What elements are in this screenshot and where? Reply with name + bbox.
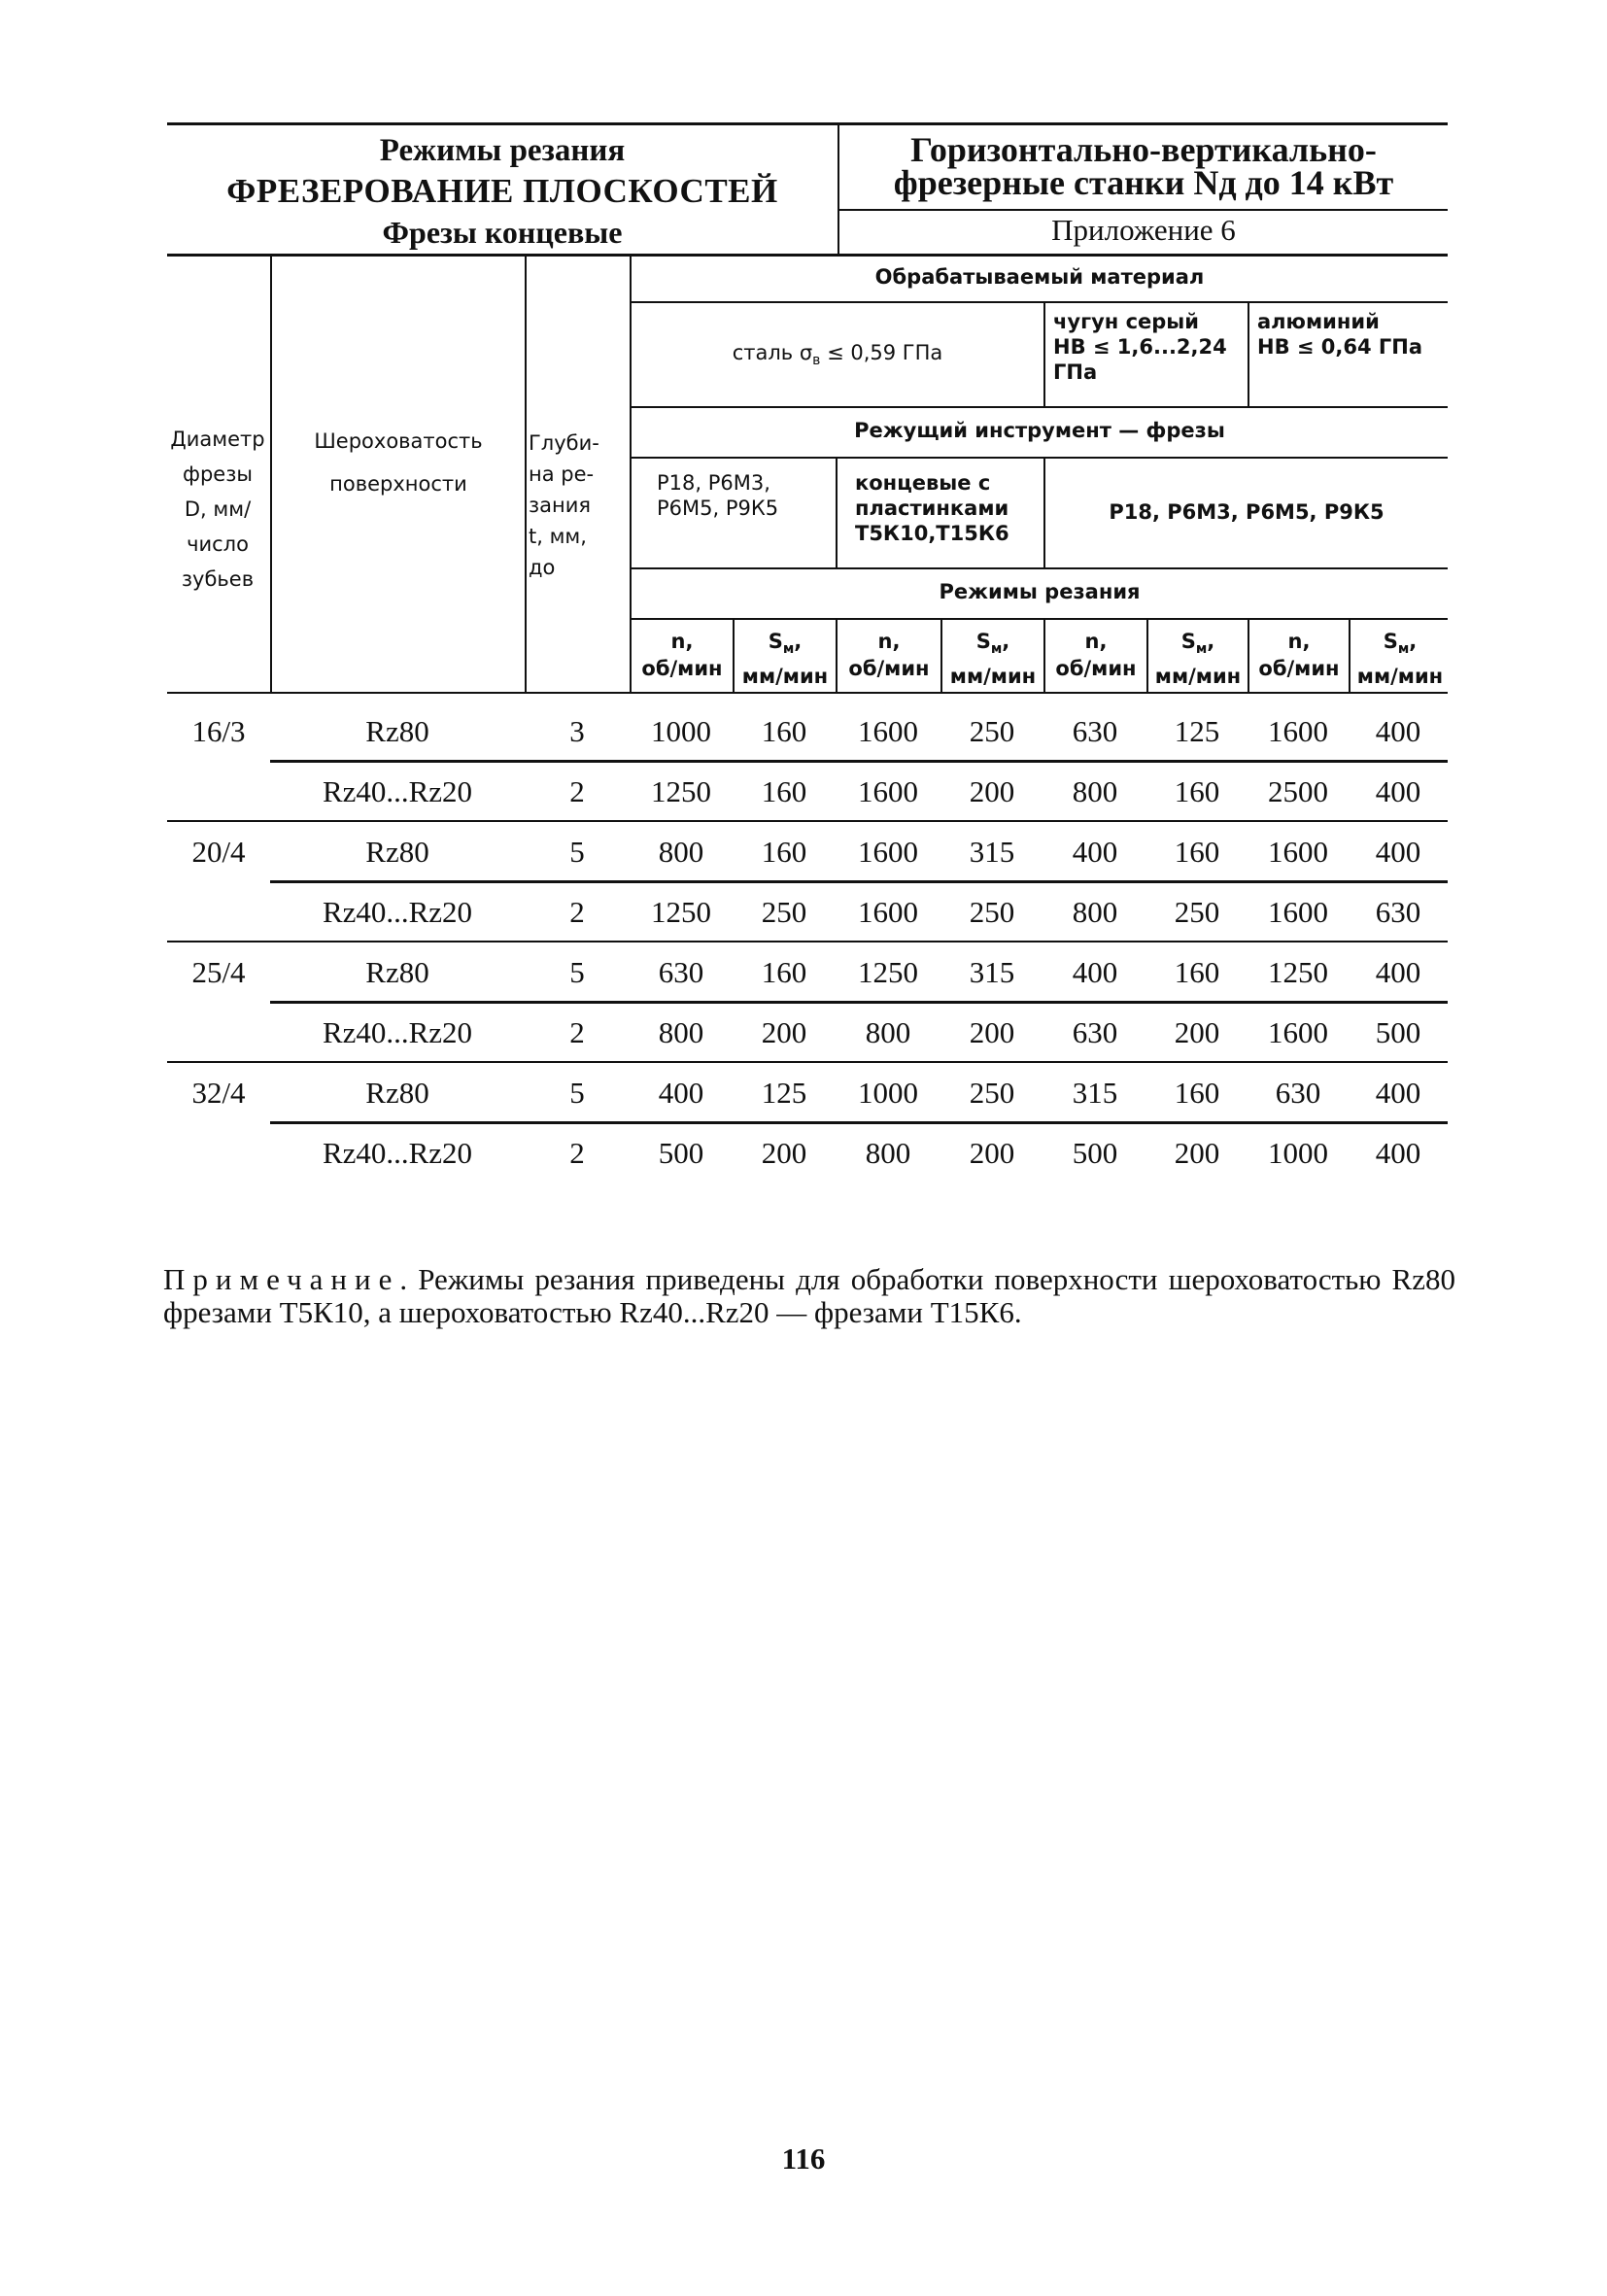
- s-unit: мм/мин: [741, 665, 829, 689]
- speed-cell: 400: [658, 1076, 704, 1110]
- tool-hss-1-line: Р6М5, Р9К5: [657, 497, 779, 520]
- n-header: [632, 628, 733, 682]
- steel-subscript: в: [812, 353, 821, 369]
- speed-cell: 630: [1072, 1015, 1118, 1049]
- speed-cell: 800: [658, 835, 704, 869]
- machine-title-line-1: Горизонтально-вертикально-: [910, 130, 1377, 169]
- depth-header: [529, 428, 630, 583]
- hdr-vrule: [1248, 301, 1249, 406]
- feed-cell: 125: [1174, 714, 1220, 748]
- speed-cell: 1600: [1268, 835, 1328, 869]
- tool-carbide-line: пластинками: [855, 497, 1009, 520]
- diameter-header-line: зубьев: [181, 567, 255, 591]
- speed-cell: 800: [865, 1136, 911, 1170]
- speed-cell: 1250: [651, 774, 711, 808]
- s-label: S: [1383, 630, 1398, 653]
- hdr-vrule: [1043, 301, 1045, 406]
- feed-cell: 160: [761, 774, 807, 808]
- table-row: [167, 1063, 1448, 1123]
- aluminium-line: НВ ≤ 0,64 ГПа: [1257, 335, 1423, 359]
- feed-cell: 160: [1174, 955, 1220, 989]
- hdr-vrule: [525, 255, 527, 694]
- speed-cell: 800: [1072, 774, 1118, 808]
- feed-cell: 400: [1375, 1136, 1421, 1170]
- feed-cell: 200: [761, 1015, 807, 1049]
- feed-cell: 400: [1375, 835, 1421, 869]
- speed-cell: 800: [658, 1015, 704, 1049]
- aluminium-line: алюминий: [1257, 310, 1380, 333]
- tool-carbide: [855, 470, 1043, 546]
- feed-cell: 250: [969, 1076, 1015, 1110]
- footnote: [163, 1263, 1455, 1329]
- table-row: [167, 942, 1448, 1003]
- speed-cell: 1600: [858, 895, 918, 929]
- feed-cell: 250: [1174, 895, 1220, 929]
- depth-header-line: зания: [529, 494, 592, 517]
- speed-cell: 1600: [1268, 1015, 1328, 1049]
- n-label: n,: [1084, 630, 1108, 653]
- roughness-header-line: Шероховатость: [314, 429, 483, 453]
- depth-header-line: до: [529, 556, 556, 579]
- speed-cell: 400: [1072, 955, 1118, 989]
- s-header: $S_м$, мм/мин: [735, 628, 836, 690]
- roughness-cell: Rz40...Rz20: [322, 774, 473, 808]
- feed-cell: 630: [1375, 895, 1421, 929]
- steel-label: сталь σ: [732, 341, 813, 364]
- n-header: [838, 628, 940, 682]
- n-header: [1045, 628, 1146, 682]
- cast-iron-line: НВ ≤ 1,6...2,24: [1053, 335, 1227, 359]
- feed-cell: 160: [1174, 835, 1220, 869]
- depth-header-line: Глуби-: [529, 431, 599, 455]
- tool-hss-1-line: Р18, Р6М3,: [657, 471, 770, 495]
- speed-cell: 1600: [1268, 714, 1328, 748]
- tool-header: Режущий инструмент — фрезы: [854, 419, 1225, 442]
- steel-limit: ≤ 0,59 ГПа: [820, 341, 943, 364]
- cast-iron-line: ГПа: [1053, 360, 1098, 384]
- speed-cell: 800: [1072, 895, 1118, 929]
- speed-cell: 1000: [1268, 1136, 1328, 1170]
- title-left: [167, 125, 838, 254]
- depth-header-line: t, мм,: [529, 525, 587, 548]
- hdr-rule: [630, 618, 1448, 620]
- title-line-3: Фрезы концевые: [382, 215, 623, 250]
- feed-cell: 250: [969, 895, 1015, 929]
- n-header: [1249, 628, 1349, 682]
- roughness-header: [272, 420, 525, 505]
- hdr-rule: [630, 406, 1448, 408]
- diameter-cell: [167, 1123, 270, 1183]
- feed-cell: 250: [761, 895, 807, 929]
- n-unit: об/мин: [1055, 657, 1137, 680]
- n-label: n,: [670, 630, 694, 653]
- feed-cell: 160: [761, 714, 807, 748]
- speed-cell: 500: [658, 1136, 704, 1170]
- table-row: [167, 702, 1448, 762]
- diameter-cell: [167, 1003, 270, 1063]
- speed-cell: 1250: [858, 955, 918, 989]
- roughness-cell: Rz40...Rz20: [322, 1136, 473, 1170]
- feed-cell: 200: [1174, 1136, 1220, 1170]
- speed-cell: 1600: [1268, 895, 1328, 929]
- appendix-rule: [839, 209, 1448, 211]
- title-line-1: Режимы резания: [379, 133, 626, 168]
- n-unit: об/мин: [848, 657, 930, 680]
- aluminium-header: [1257, 309, 1448, 360]
- feed-cell: 160: [761, 955, 807, 989]
- speed-cell: 315: [1072, 1076, 1118, 1110]
- speed-cell: 1000: [858, 1076, 918, 1110]
- feed-cell: 500: [1375, 1015, 1421, 1049]
- feed-cell: 160: [1174, 774, 1220, 808]
- diameter-header: [161, 422, 274, 597]
- diameter-header-line: Диаметр: [170, 428, 265, 451]
- feed-cell: 200: [761, 1136, 807, 1170]
- roughness-cell: Rz80: [365, 714, 429, 748]
- depth-cell: 2: [569, 895, 585, 929]
- s-label: S: [1180, 630, 1196, 653]
- title-right: [839, 125, 1448, 254]
- s-subscript: м: [1397, 641, 1410, 658]
- speed-cell: 630: [1275, 1076, 1321, 1110]
- n-label: n,: [877, 630, 901, 653]
- diameter-cell: 25/4: [191, 955, 246, 989]
- tool-hss-1: [657, 470, 836, 521]
- speed-cell: 1600: [858, 835, 918, 869]
- depth-cell: 3: [569, 714, 585, 748]
- depth-cell: 5: [569, 955, 585, 989]
- speed-cell: 500: [1072, 1136, 1118, 1170]
- feed-cell: 315: [969, 955, 1015, 989]
- depth-header-line: на ре-: [529, 463, 595, 486]
- table-row: [167, 882, 1448, 942]
- s-subscript: м: [990, 641, 1003, 658]
- title-block: [167, 122, 1448, 257]
- roughness-cell: Rz80: [365, 835, 429, 869]
- diameter-header-line: фрезы: [183, 463, 253, 486]
- depth-cell: 2: [569, 1136, 585, 1170]
- page-number: 116: [781, 2142, 826, 2176]
- s-header: $S_м$, мм/мин: [1148, 628, 1248, 690]
- feed-cell: 250: [969, 714, 1015, 748]
- steel-header: [632, 340, 1043, 373]
- feed-cell: 160: [1174, 1076, 1220, 1110]
- feed-cell: 200: [969, 1136, 1015, 1170]
- depth-cell: 2: [569, 1015, 585, 1049]
- tool-hss-2: Р18, Р6М3, Р6М5, Р9К5: [1109, 500, 1385, 524]
- diameter-cell: [167, 882, 270, 942]
- feed-cell: 315: [969, 835, 1015, 869]
- hdr-rule: [630, 567, 1448, 569]
- table-row: [167, 822, 1448, 882]
- depth-cell: 2: [569, 774, 585, 808]
- n-label: n,: [1287, 630, 1311, 653]
- machine-title: [839, 130, 1448, 202]
- speed-cell: 400: [1072, 835, 1118, 869]
- tool-carbide-line: Т5К10,Т15К6: [855, 522, 1009, 545]
- cast-iron-line: чугун серый: [1053, 310, 1200, 333]
- s-unit: мм/мин: [949, 665, 1037, 689]
- speed-cell: 1600: [858, 774, 918, 808]
- diameter-cell: [167, 762, 270, 822]
- roughness-cell: Rz80: [365, 1076, 429, 1110]
- s-subscript: м: [1195, 641, 1208, 658]
- footnote-text: . Режимы резания приведены для обработки поверхности шероховатостью Rz80 фрезами Т5К10, а шероховатостью Rz40...Rz20 — фрезами Т15К6.: [163, 1262, 1455, 1329]
- machine-title-line-2: фрезерные станки Nд до 14 кВт: [893, 163, 1394, 202]
- s-subscript: м: [782, 641, 795, 658]
- roughness-cell: Rz40...Rz20: [322, 1015, 473, 1049]
- cast-iron-header: [1053, 309, 1248, 385]
- diameter-cell: 16/3: [191, 714, 246, 748]
- n-unit: об/мин: [1258, 657, 1340, 680]
- s-header: $S_м$, мм/мин: [1351, 628, 1450, 690]
- feed-cell: 160: [761, 835, 807, 869]
- hdr-vrule: [836, 457, 838, 567]
- n-unit: об/мин: [641, 657, 723, 680]
- s-unit: мм/мин: [1154, 665, 1242, 689]
- material-header: Обрабатываемый материал: [874, 265, 1205, 289]
- table-row: [167, 1123, 1448, 1183]
- s-unit: мм/мин: [1356, 665, 1444, 689]
- table-row: [167, 762, 1448, 822]
- footnote-label: Примечание: [163, 1262, 400, 1296]
- hdr-bottom-rule: [167, 692, 1448, 694]
- feed-cell: 400: [1375, 714, 1421, 748]
- s-label: S: [975, 630, 991, 653]
- feed-cell: 400: [1375, 955, 1421, 989]
- speed-cell: 630: [658, 955, 704, 989]
- feed-cell: 400: [1375, 774, 1421, 808]
- roughness-header-line: поверхности: [329, 472, 467, 496]
- s-header: $S_м$, мм/мин: [942, 628, 1043, 690]
- diameter-header-line: D, мм/: [184, 497, 252, 521]
- feed-cell: 400: [1375, 1076, 1421, 1110]
- diameter-header-line: число: [187, 532, 249, 556]
- roughness-cell: Rz40...Rz20: [322, 895, 473, 929]
- speed-cell: 630: [1072, 714, 1118, 748]
- hdr-rule: [630, 301, 1448, 303]
- title-line-2: ФРЕЗЕРОВАНИЕ ПЛОСКОСТЕЙ: [226, 172, 778, 210]
- speed-cell: 1250: [651, 895, 711, 929]
- feed-cell: 200: [1174, 1015, 1220, 1049]
- depth-cell: 5: [569, 1076, 585, 1110]
- feed-cell: 200: [969, 774, 1015, 808]
- diameter-cell: 20/4: [191, 835, 246, 869]
- speed-cell: 1600: [858, 714, 918, 748]
- diameter-cell: 32/4: [191, 1076, 246, 1110]
- speed-cell: 2500: [1268, 774, 1328, 808]
- feed-cell: 125: [761, 1076, 807, 1110]
- table-row: [167, 1003, 1448, 1063]
- speed-cell: 1000: [651, 714, 711, 748]
- hdr-rule: [630, 457, 1448, 459]
- tool-carbide-line: концевые с: [855, 471, 991, 495]
- roughness-cell: Rz80: [365, 955, 429, 989]
- table-header: [167, 255, 1448, 694]
- speed-cell: 800: [865, 1015, 911, 1049]
- modes-header: Режимы резания: [939, 580, 1141, 603]
- appendix-label: Приложение 6: [1051, 213, 1236, 247]
- depth-cell: 5: [569, 835, 585, 869]
- feed-cell: 200: [969, 1015, 1015, 1049]
- speed-cell: 1250: [1268, 955, 1328, 989]
- s-label: S: [768, 630, 783, 653]
